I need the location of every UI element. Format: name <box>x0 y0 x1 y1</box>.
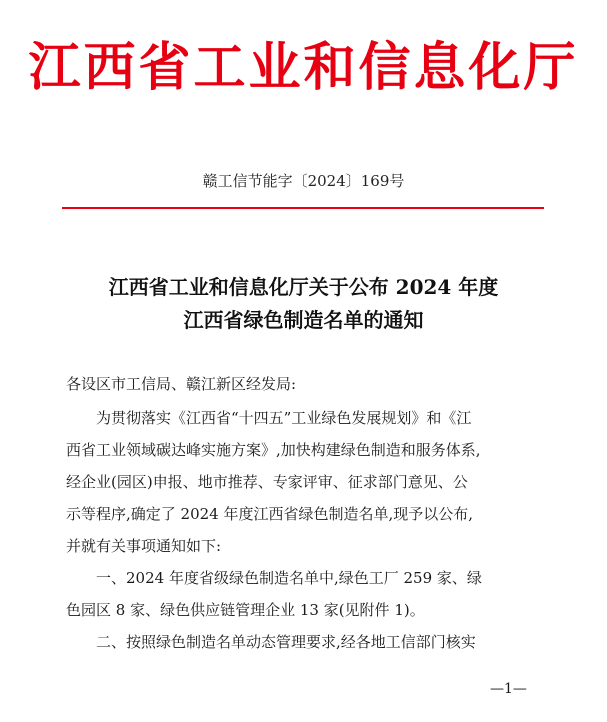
salutation: 各设区市工信局、赣江新区经发局: <box>66 375 297 393</box>
body-paragraph-line: 示等程序,确定了 2024 年度江西省绿色制造名单,现予以公布, <box>66 505 474 523</box>
red-divider-line <box>62 207 544 209</box>
document-title-line-1: 江西省工业和信息化厅关于公布 2024 年度 <box>108 275 499 299</box>
body-paragraph-line: 西省工业领域碳达峰实施方案》,加快构建绿色制造和服务体系, <box>66 441 481 459</box>
document-title-line-2: 江西省绿色制造名单的通知 <box>183 308 424 332</box>
body-paragraph-line: 一、2024 年度省级绿色制造名单中,绿色工厂 259 家、绿 <box>96 569 482 587</box>
body-paragraph-line: 为贯彻落实《江西省“十四五”工业绿色发展规划》和《江 <box>96 409 472 427</box>
body-paragraph-line: 并就有关事项通知如下: <box>66 537 222 555</box>
body-paragraph-line: 二、按照绿色制造名单动态管理要求,经各地工信部门核实 <box>96 633 476 651</box>
body-paragraph-line: 经企业(园区)申报、地市推荐、专家评审、征求部门意见、公 <box>66 473 468 491</box>
body-paragraph-line: 色园区 8 家、绿色供应链管理企业 13 家(见附件 1)。 <box>66 601 425 619</box>
issuing-organization-header: 江西省工业和信息化厅 <box>28 37 579 98</box>
page-number: —1— <box>490 681 527 697</box>
document-number: 赣工信节能字〔2024〕169号 <box>202 172 405 190</box>
